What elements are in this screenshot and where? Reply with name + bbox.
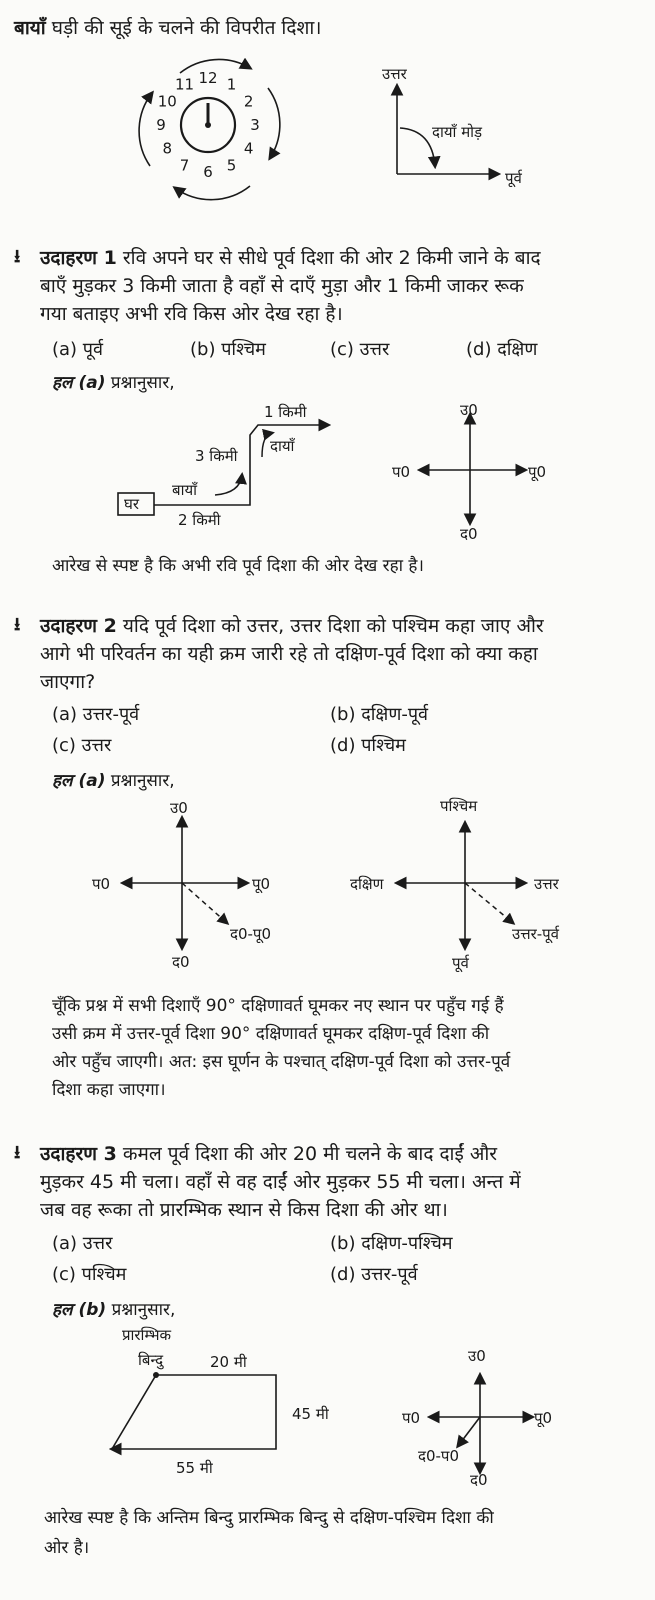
ex2-c1-se: द0-पू0 <box>230 925 271 943</box>
ex3-option-a: (a) उत्तर <box>52 1233 113 1254</box>
download-icon: ⭳ <box>14 1142 21 1163</box>
right-turn-text: दायाँ मोड़ <box>432 123 483 141</box>
ex2-explanation-4: दिशा कहा जाएगा। <box>52 1080 166 1100</box>
ex1-option-a: (a) पूर्व <box>52 339 104 360</box>
ex2-option-c: (c) उत्तर <box>52 735 112 756</box>
intro-definition: घड़ी की सूई के चलने की विपरीत दिशा। <box>45 17 322 39</box>
ex2-explanation-2: उसी क्रम में उत्तर-पूर्व दिशा 90° दक्षिणावर्त घूमकर दक्षिण-पूर्व दिशा की <box>52 1024 490 1044</box>
ex2-explanation-1: चूँकि प्रश्न में सभी दिशाएँ 90° दक्षिणावर्त घूमकर नए स्थान पर पहुँच गई हैं <box>52 996 504 1016</box>
ex3-question-line1: उदाहरण 3 कमल पूर्व दिशा की ओर 20 मी चलने के बाद दाईं और <box>40 1143 498 1165</box>
ex2-c1-w: प0 <box>92 875 111 893</box>
ex1-option-c: (c) उत्तर <box>330 339 390 360</box>
ex1-compass-e: पू0 <box>528 463 547 481</box>
ex3-compass-e: पू0 <box>534 1409 553 1427</box>
clock-number: 10 <box>157 92 177 111</box>
ex1-label: उदाहरण 1 <box>40 247 117 269</box>
clock-number: 11 <box>174 75 195 94</box>
ex2-c2-s: पूर्व <box>452 954 469 972</box>
ex1-left-label: बायाँ <box>172 481 198 499</box>
ex2-c2-e: उत्तर <box>534 875 559 893</box>
ex3-label: उदाहरण 3 <box>40 1143 117 1165</box>
ex3-option-c: (c) पश्चिम <box>52 1264 127 1285</box>
clock-number: 7 <box>179 156 190 175</box>
intro-line <box>14 14 322 40</box>
ex2-option-b: (b) दक्षिण-पूर्व <box>330 704 429 725</box>
ex2-question-line3: जाएगा? <box>40 671 96 693</box>
ex3-dist-55: 55 मी <box>176 1459 213 1477</box>
ex2-question-line2: आगे भी परिवर्तन का यही क्रम जारी रहे तो दक्षिण-पूर्व दिशा को क्या कहा <box>40 643 538 665</box>
clock-diagram <box>130 48 290 208</box>
ex3-compass-n: उ0 <box>468 1347 486 1365</box>
ex3-path-diagram <box>100 1365 300 1465</box>
clock-arrow-bottom <box>175 186 250 200</box>
ex1-conclusion: आरेख से स्पष्ट है कि अभी रवि पूर्व दिशा की ओर देख रहा है। <box>52 556 424 576</box>
ex2-c2-n: पश्चिम <box>440 797 478 815</box>
ex1-compass-n: उ0 <box>460 401 478 419</box>
ex3-option-d: (d) उत्तर-पूर्व <box>330 1264 418 1285</box>
ex1-home-label: घर <box>124 495 140 513</box>
clock-number: 1 <box>226 75 237 94</box>
ex1-dist-2: 2 किमी <box>178 511 221 529</box>
ex3-conclusion-2: ओर है। <box>44 1538 90 1558</box>
ex2-c2-w: दक्षिण <box>350 875 384 893</box>
clock-number: 6 <box>203 163 213 181</box>
ex3-dist-20: 20 मी <box>210 1353 247 1371</box>
download-icon: ⭳ <box>14 246 21 267</box>
clock-number: 8 <box>162 139 173 158</box>
ex1-dist-1: 1 किमी <box>264 403 307 421</box>
ex3-conclusion-1: आरेख स्पष्ट है कि अन्तिम बिन्दु प्रारम्भिक बिन्दु से दक्षिण-पश्चिम दिशा की <box>44 1508 494 1528</box>
ex3-compass-sw: द0-प0 <box>418 1447 459 1465</box>
ex3-solution-label: हल (b) प्रश्नानुसार, <box>52 1300 176 1320</box>
ex2-option-d: (d) पश्चिम <box>330 735 406 756</box>
ex3-question-line2: मुड़कर 45 मी चला। वहाँ से वह दाईं ओर मुड़कर 55 मी चला। अन्त में <box>40 1171 521 1193</box>
ex2-c1-s: द0 <box>172 953 190 971</box>
ex3-compass-s: द0 <box>470 1471 488 1489</box>
ex1-question-line3: गया बताइए अभी रवि किस ओर देख रहा है। <box>40 303 343 325</box>
ex1-dist-3: 3 किमी <box>195 447 238 465</box>
clock-number: 2 <box>243 92 254 111</box>
ex3-start-label-2: बिन्दु <box>138 1351 164 1369</box>
ex3-option-b: (b) दक्षिण-पश्चिम <box>330 1233 453 1254</box>
ex1-compass <box>410 410 540 530</box>
ex2-c1-n: उ0 <box>170 799 188 817</box>
ex1-question-line2: बाएँ मुड़कर 3 किमी जाता है वहाँ से दाएँ मुड़ा और 1 किमी जाकर रूक <box>40 275 524 297</box>
ex2-explanation-3: ओर पहुँच जाएगी। अत: इस घूर्णन के पश्चात् दक्षिण-पूर्व दिशा को उत्तर-पूर्व <box>52 1052 511 1072</box>
ex2-option-a: (a) उत्तर-पूर्व <box>52 704 140 725</box>
download-icon: ⭳ <box>14 614 21 635</box>
ex3-question-line3: जब वह रूका तो प्रारम्भिक स्थान से किस दिशा की ओर था। <box>40 1199 448 1221</box>
north-label: उत्तर <box>382 65 407 83</box>
ex1-option-d: (d) दक्षिण <box>466 339 538 360</box>
intro-bold-term: बायाँ <box>14 17 46 39</box>
ex2-question-line1: उदाहरण 2 यदि पूर्व दिशा को उत्तर, उत्तर दिशा को पश्चिम कहा जाए और <box>40 615 544 637</box>
ex1-compass-s: द0 <box>460 525 478 543</box>
clock-number: 5 <box>226 156 237 175</box>
clock-arrow-right <box>268 88 280 158</box>
clock-arrow-left <box>139 93 152 166</box>
ex1-right-label: दायाँ <box>270 437 295 455</box>
ex3-compass-w: प0 <box>402 1409 421 1427</box>
ex1-solution-label: हल (a) प्रश्नानुसार, <box>52 373 175 393</box>
clock-number: 12 <box>198 69 218 87</box>
ex1-question-line1: उदाहरण 1 रवि अपने घर से सीधे पूर्व दिशा की ओर 2 किमी जाने के बाद <box>40 247 541 269</box>
ex3-start-label-1: प्रारम्भिक <box>122 1326 172 1344</box>
clock-number: 3 <box>250 116 260 134</box>
clock-number: 4 <box>243 139 254 158</box>
ex1-option-b: (b) पश्चिम <box>190 339 266 360</box>
ex2-c1-e: पू0 <box>252 875 271 893</box>
ex1-compass-w: प0 <box>392 463 411 481</box>
clock-number: 9 <box>156 116 166 134</box>
ex3-dist-45: 45 मी <box>292 1405 329 1423</box>
ex2-solution-label: हल (a) प्रश्नानुसार, <box>52 771 175 791</box>
ex2-c2-se: उत्तर-पूर्व <box>512 925 559 943</box>
east-label: पूर्व <box>505 169 522 187</box>
ex2-label: उदाहरण 2 <box>40 615 117 637</box>
